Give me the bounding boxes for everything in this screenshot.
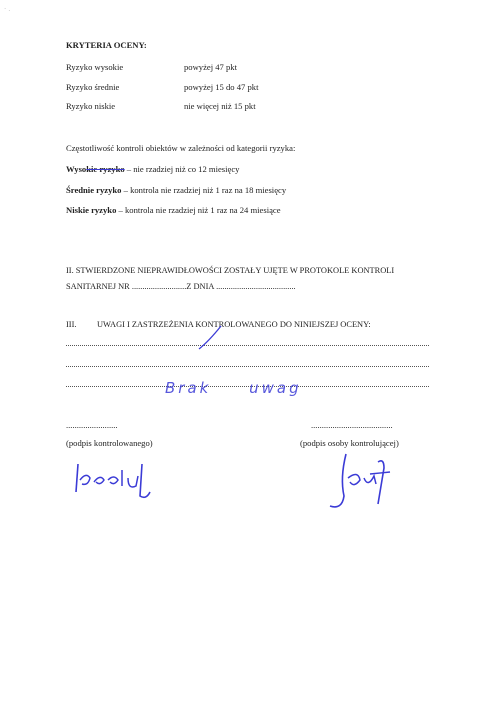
signature-left-dots: ........................ — [66, 420, 118, 430]
ink-slash-mark — [195, 323, 225, 353]
remarks-line-1 — [66, 345, 429, 346]
frequency-high-label-a: Wyso — [66, 164, 87, 174]
section2-line2: SANITARNEJ NR ..........................Z DNIA ...................................... — [66, 282, 296, 291]
signature-left-label: (podpis kontrolowanego) — [66, 438, 153, 448]
criteria-value-high: powyżej 47 pkt — [184, 62, 237, 72]
remarks-line-2 — [66, 366, 429, 367]
criteria-heading: KRYTERIA OCENY: — [66, 40, 147, 50]
frequency-low-label: Niskie ryzyko — [66, 205, 117, 215]
frequency-medium-rest: – kontrola nie rzadziej niż 1 raz na 18 miesięcy — [121, 185, 287, 195]
signature-right-drawing — [318, 448, 398, 518]
criteria-label-high: Ryzyko wysokie — [66, 62, 124, 72]
frequency-intro: Częstotliwość kontroli obiektów w zależności od kategorii ryzyka: — [66, 143, 296, 153]
criteria-value-medium: powyżej 15 do 47 pkt — [184, 82, 259, 92]
corner-mark: ` · — [4, 7, 11, 15]
frequency-low — [66, 205, 281, 215]
criteria-value-low: nie więcej niż 15 pkt — [184, 101, 256, 111]
signature-right-label: (podpis osoby kontrolującej) — [300, 438, 399, 448]
section2-line1: II. STWIERDZONE NIEPRAWIDŁOWOŚCI ZOSTAŁY UJĘTE W PROTOKOLE KONTROLI — [66, 266, 395, 275]
section3-title: UWAGI I ZASTRZEŻENIA KONTROLOWANEGO DO NINIEJSZEJ OCENY: — [97, 320, 371, 329]
frequency-high — [66, 164, 239, 174]
criteria-label-low: Ryzyko niskie — [66, 101, 116, 111]
signature-right-dots: ...................................... — [311, 420, 393, 430]
frequency-high-rest: – nie rzadziej niż co 12 miesięcy — [124, 164, 240, 174]
frequency-medium-label: Średnie ryzyko — [66, 185, 122, 195]
signature-left-drawing — [68, 456, 158, 506]
handwritten-remark: Brak uwag — [165, 379, 302, 397]
frequency-medium — [66, 185, 286, 195]
frequency-low-rest: – kontrola nie rzadziej niż 1 raz na 24 miesiące — [116, 205, 281, 215]
frequency-high-label-struck: kie ryzyko — [86, 164, 125, 174]
criteria-label-medium: Ryzyko średnie — [66, 82, 120, 92]
section3-number: III. — [66, 320, 77, 329]
